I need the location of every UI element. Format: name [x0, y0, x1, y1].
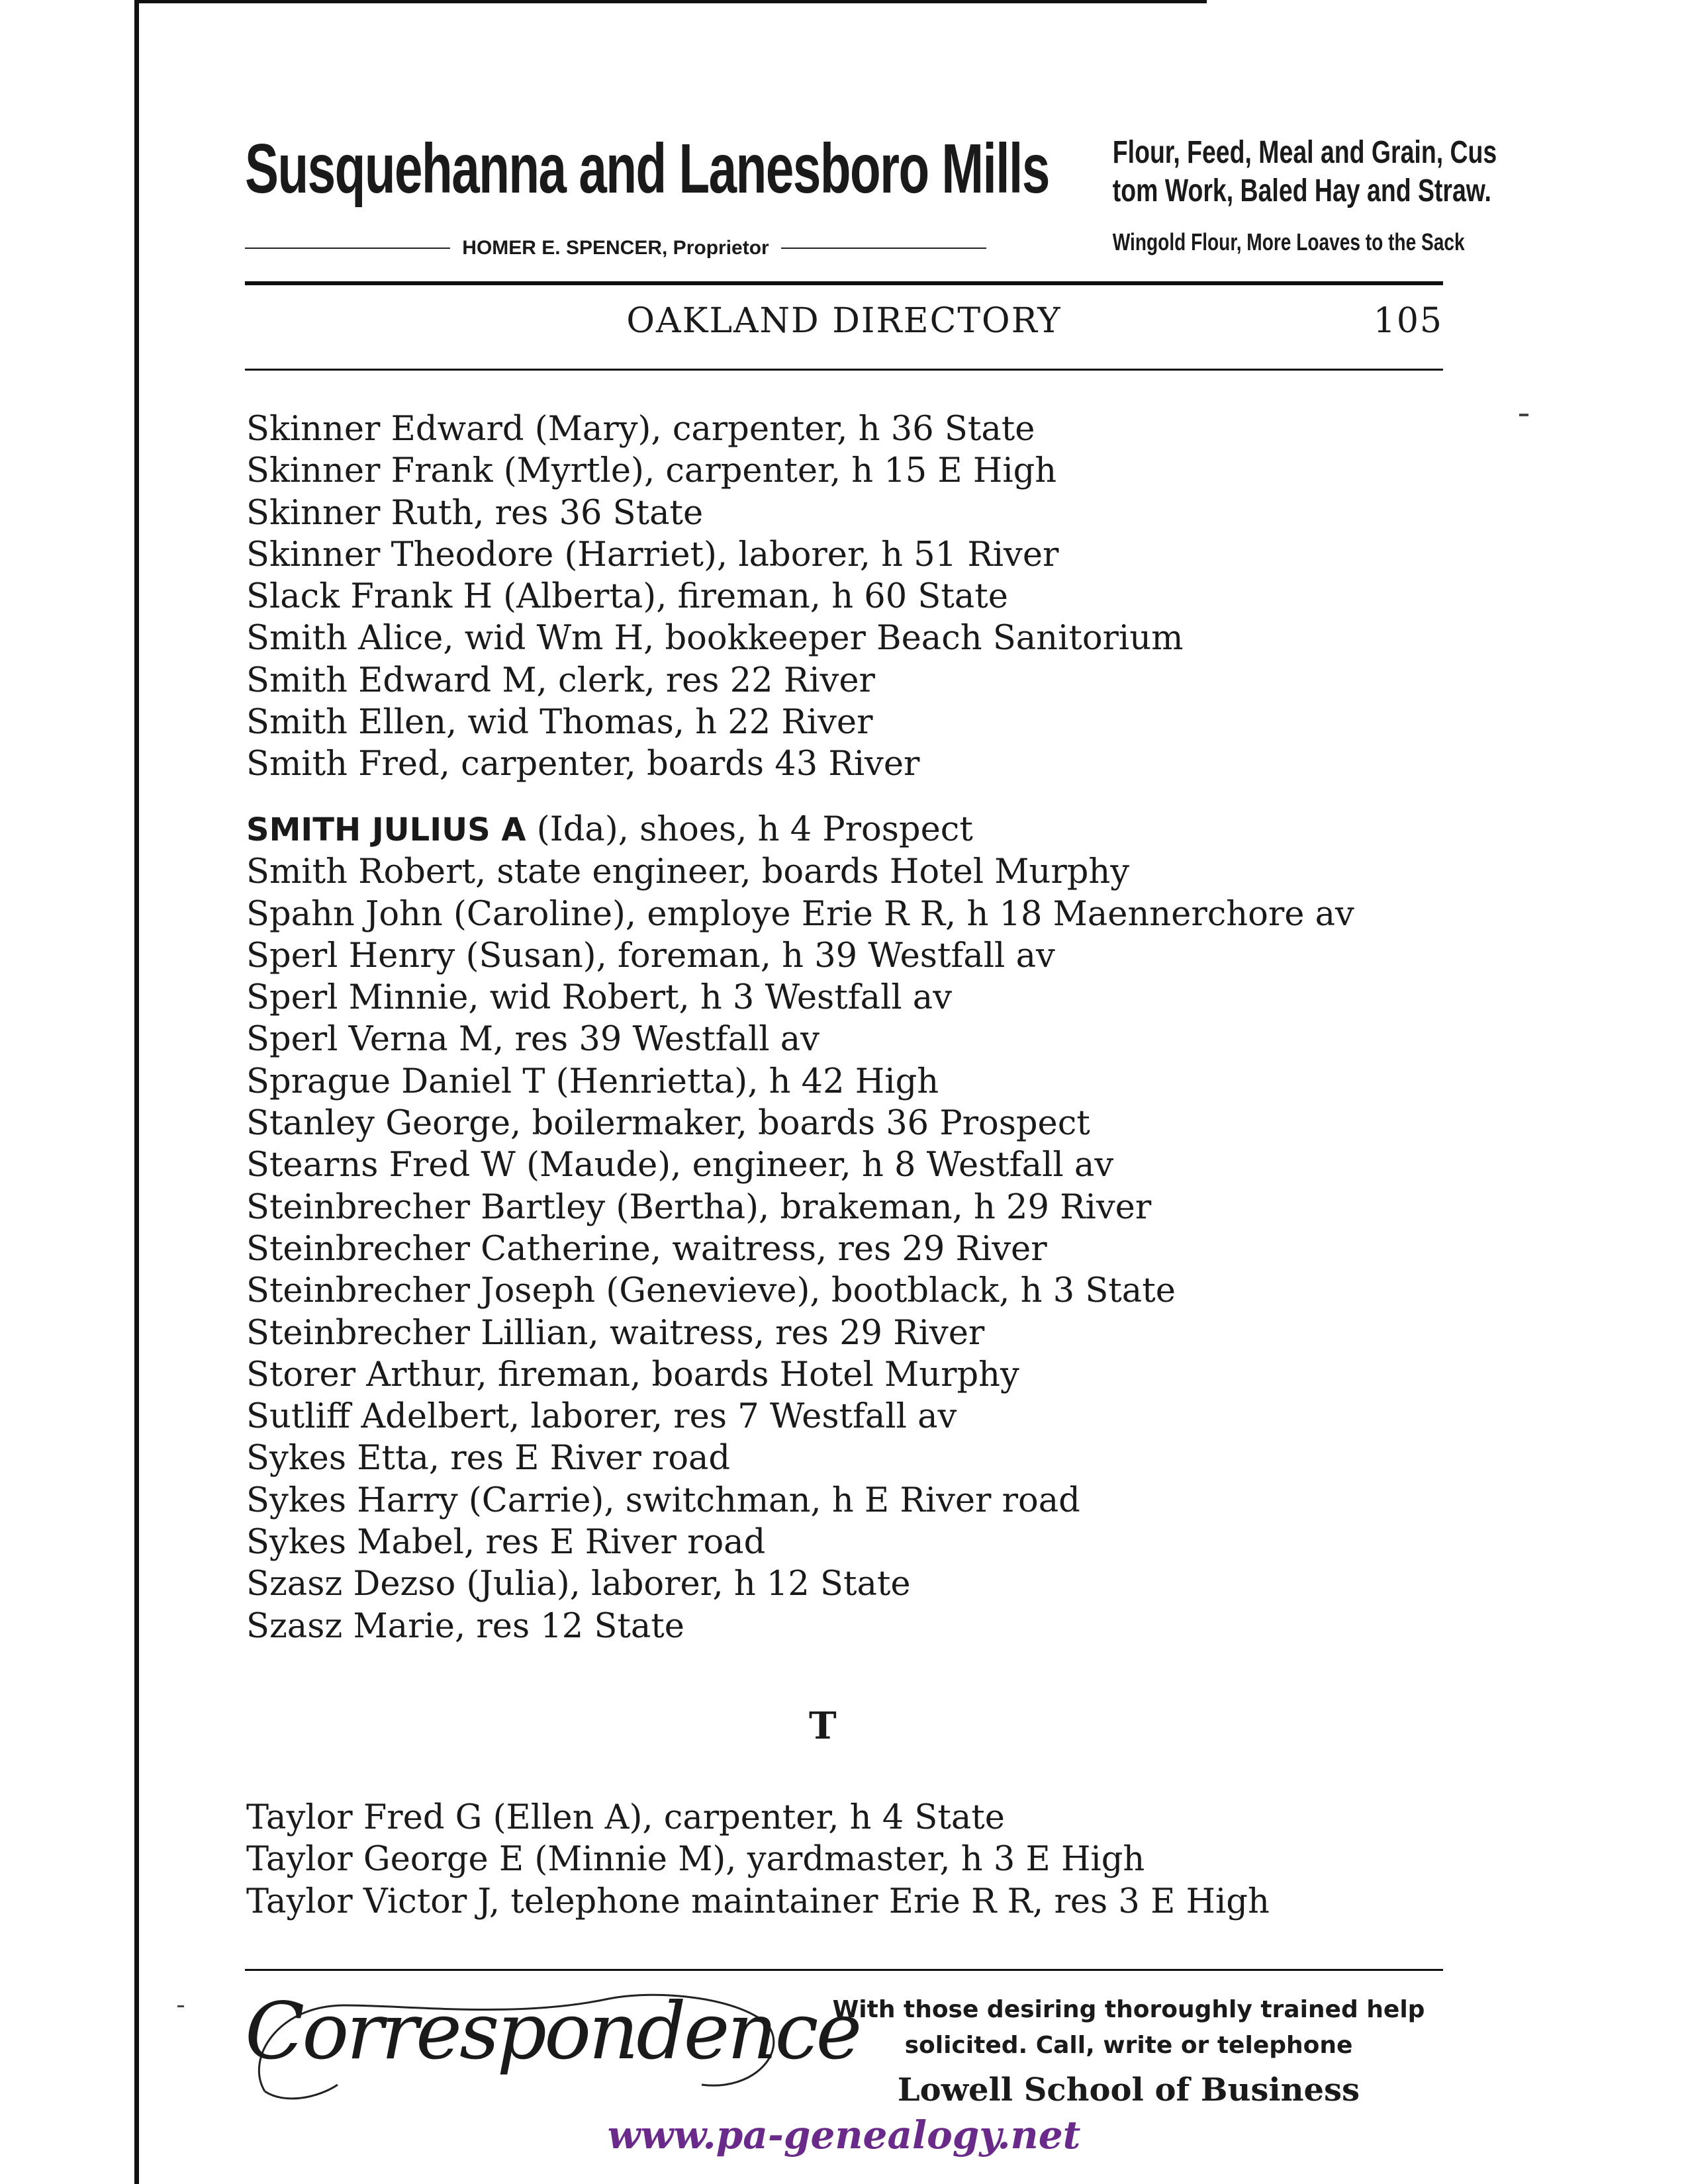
- ad-services-line-1: Flour, Feed, Meal and Grain, Cus: [1112, 135, 1497, 170]
- proprietor-line: [245, 232, 986, 265]
- directory-entry: Szasz Dezso (Julia), laborer, h 12 State: [246, 1565, 911, 1604]
- directory-entry: Skinner Edward (Mary), carpenter, h 36 State: [246, 410, 1035, 449]
- directory-entry: Steinbrecher Joseph (Genevieve), bootblack, h 3 State: [246, 1271, 1176, 1311]
- scan-edge-left: [134, 0, 139, 2184]
- running-head-rule: [245, 369, 1443, 371]
- ad-services-line-2: tom Work, Baled Hay and Straw.: [1112, 173, 1491, 208]
- directory-entry: Storer Arthur, fireman, boards Hotel Murphy: [246, 1355, 1019, 1394]
- ad-footer-line-2: solicited. Call, write or telephone: [904, 2032, 1353, 2059]
- directory-entry: Sutliff Adelbert, laborer, res 7 Westfall av: [246, 1397, 957, 1437]
- directory-entry: Smith Ellen, wid Thomas, h 22 River: [246, 703, 873, 743]
- featured-entry-details: (Ida), shoes, h 4 Prospect: [526, 810, 973, 849]
- scan-edge-top: [134, 0, 1207, 3]
- ad-proprietor: HOMER E. SPENCER, Proprietor: [462, 237, 769, 259]
- ad-footer-line-1: With those desiring thoroughly trained help: [832, 1996, 1425, 2023]
- directory-entry: Skinner Frank (Myrtle), carpenter, h 15 E High: [246, 451, 1057, 491]
- page-number: 105: [1373, 301, 1443, 341]
- divider: [245, 248, 450, 249]
- directory-entry: Smith Robert, state engineer, boards Hotel Murphy: [246, 852, 1130, 892]
- scan-speck: [177, 2005, 184, 2007]
- directory-entry: Skinner Theodore (Harriet), laborer, h 51 River: [246, 535, 1059, 574]
- directory-entry: Sykes Harry (Carrie), switchman, h E River road: [246, 1480, 1080, 1520]
- footer-advertisement: [238, 1979, 1443, 2124]
- directory-entry: Spahn John (Caroline), employe Erie R R, h 18 Maennerchore av: [246, 894, 1354, 934]
- ad-title: Susquehanna and Lanesboro Mills: [245, 130, 1049, 208]
- featured-entry-name: SMITH JULIUS A: [246, 811, 526, 848]
- directory-entry: Smith Fred, carpenter, boards 43 River: [246, 745, 920, 784]
- ad-slogan: Wingold Flour, More Loaves to the Sack: [1112, 228, 1465, 255]
- directory-entry: Smith Edward M, clerk, res 22 River: [246, 660, 875, 700]
- directory-entry: Skinner Ruth, res 36 State: [246, 493, 704, 533]
- directory-entry: Steinbrecher Lillian, waitress, res 29 River: [246, 1313, 985, 1353]
- directory-entry: Sperl Minnie, wid Robert, h 3 Westfall av: [246, 978, 953, 1018]
- ad-school-name: Lowell School of Business: [897, 2071, 1360, 2109]
- directory-entries-s: [246, 408, 1438, 786]
- directory-entry: Sprague Daniel T (Henrietta), h 42 High: [246, 1062, 939, 1101]
- watermark: www.pa-genealogy.net: [607, 2113, 1081, 2158]
- directory-entry: Smith Alice, wid Wm H, bookkeeper Beach Sanitorium: [246, 619, 1184, 659]
- directory-entry: Taylor Victor J, telephone maintainer Erie R R, res 3 E High: [246, 1882, 1270, 1921]
- ad-services: [1112, 134, 1497, 210]
- directory-entry: Sykes Mabel, res E River road: [246, 1523, 766, 1563]
- featured-directory-entry: [246, 809, 1438, 851]
- directory-entry: Taylor George E (Minnie M), yardmaster, h 3 E High: [246, 1840, 1145, 1880]
- directory-entries-t: [246, 1797, 1438, 1923]
- footer-rule: [245, 1969, 1443, 1971]
- directory-entry: Steinbrecher Catherine, waitress, res 29 River: [246, 1229, 1047, 1269]
- page-title: OAKLAND DIRECTORY: [626, 301, 1062, 341]
- directory-entry: Sperl Henry (Susan), foreman, h 39 Westfall av: [246, 936, 1055, 976]
- directory-entry: Sykes Etta, res E River road: [246, 1439, 731, 1479]
- directory-entry: Stanley George, boilermaker, boards 36 Prospect: [246, 1104, 1090, 1144]
- directory-entry: Stearns Fred W (Maude), engineer, h 8 Westfall av: [246, 1146, 1114, 1185]
- section-letter: T: [809, 1704, 837, 1748]
- header-rule: [245, 281, 1443, 285]
- ad-footer-text: [814, 1992, 1443, 2064]
- running-head: [245, 301, 1443, 347]
- divider: [781, 248, 986, 249]
- directory-entry: Taylor Fred G (Ellen A), carpenter, h 4 State: [246, 1798, 1005, 1837]
- directory-entry: Sperl Verna M, res 39 Westfall av: [246, 1020, 820, 1060]
- scan-speck: [1519, 414, 1528, 416]
- header-advertisement: [245, 126, 1497, 271]
- directory-entry: Steinbrecher Bartley (Bertha), brakeman, h 29 River: [246, 1187, 1152, 1227]
- directory-entry: Slack Frank H (Alberta), fireman, h 60 State: [246, 577, 1008, 617]
- ad-script-word: Correspondence: [245, 1985, 860, 2077]
- directory-entries-s-continued: [246, 809, 1438, 1647]
- directory-entry: Szasz Marie, res 12 State: [246, 1606, 684, 1646]
